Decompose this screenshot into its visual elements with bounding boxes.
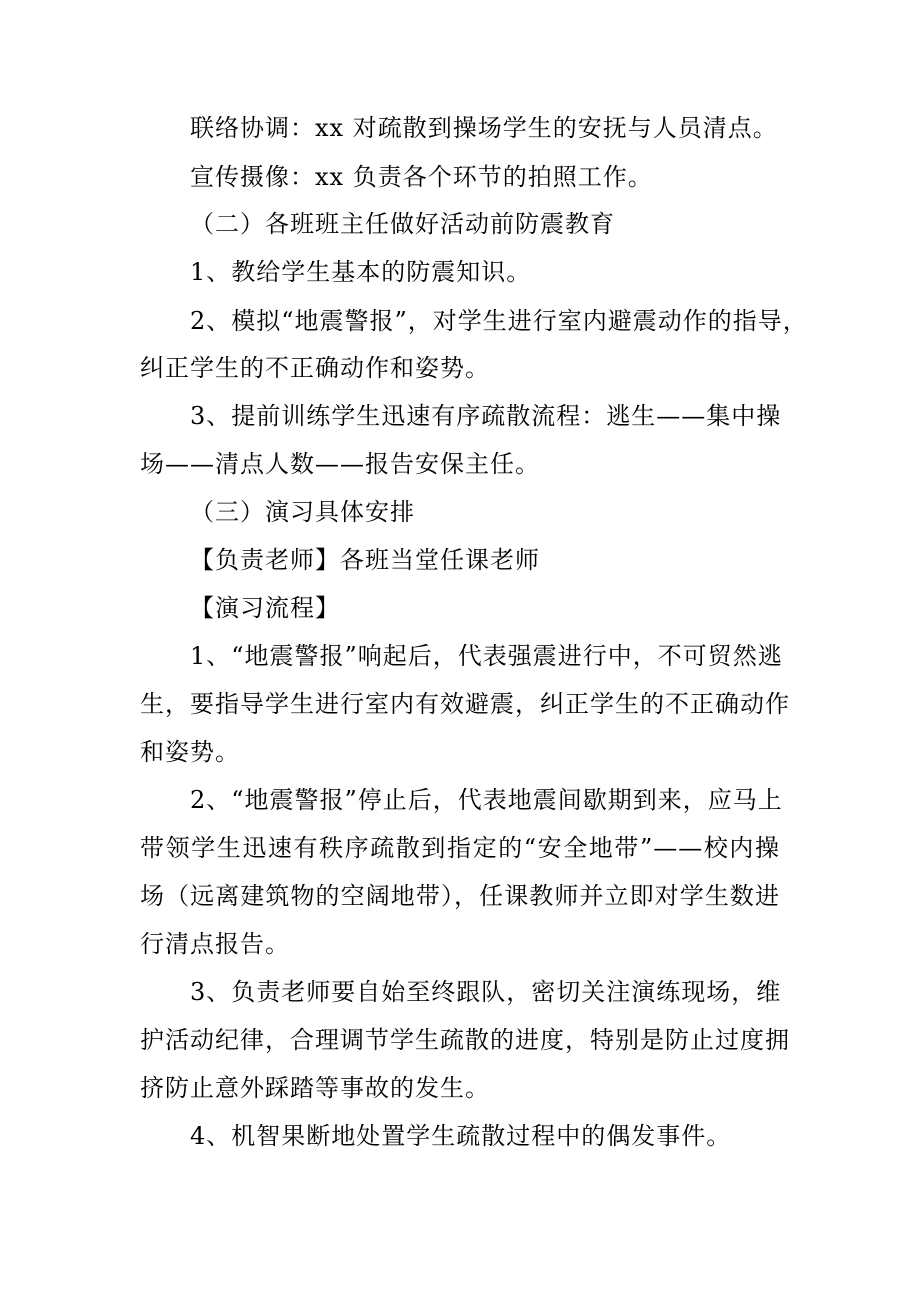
text-line: 生，要指导学生进行室内有效避震，纠正学生的不正确动作	[140, 690, 790, 718]
text-line: 联络协调：xx 对疏散到操场学生的安抚与人员清点。	[190, 114, 778, 142]
text-line: 宣传摄像：xx 负责各个环节的拍照工作。	[190, 163, 653, 191]
text-line: 1、教给学生基本的防震知识。	[190, 258, 532, 286]
text-line: 4、机智果断地处置学生疏散过程中的偶发事件。	[190, 1122, 732, 1150]
text-line: 和姿势。	[140, 738, 240, 766]
text-line: 2、“地震警报”停止后，代表地震间歇期到来，应马上	[190, 786, 783, 814]
text-line: 场——清点人数——报告安保主任。	[140, 450, 540, 478]
text-line: 【演习流程】	[190, 594, 340, 622]
text-line: 2、模拟“地震警报”，对学生进行室内避震动作的指导，	[190, 307, 808, 335]
text-line: 3、负责老师要自始至终跟队，密切关注演练现场，维	[190, 978, 782, 1006]
text-line: 纠正学生的不正确动作和姿势。	[140, 354, 490, 382]
text-line: 行清点报告。	[140, 930, 290, 958]
section-heading: （二）各班班主任做好活动前防震教育	[190, 210, 615, 238]
text-line: 1、“地震警报”响起后，代表强震进行中，不可贸然逃	[190, 642, 783, 670]
text-line: 挤防止意外踩踏等事故的发生。	[140, 1074, 490, 1102]
text-line: 【负责老师】各班当堂任课老师	[190, 546, 540, 574]
text-line: 带领学生迅速有秩序疏散到指定的“安全地带”——校内操	[140, 834, 780, 862]
text-line: 场（远离建筑物的空阔地带），任课教师并立即对学生数进	[140, 882, 780, 910]
section-heading: （三）演习具体安排	[190, 498, 415, 526]
text-line: 3、提前训练学生迅速有序疏散流程：逃生——集中操	[190, 402, 782, 430]
text-line: 护活动纪律，合理调节学生疏散的进度，特别是防止过度拥	[140, 1026, 790, 1054]
